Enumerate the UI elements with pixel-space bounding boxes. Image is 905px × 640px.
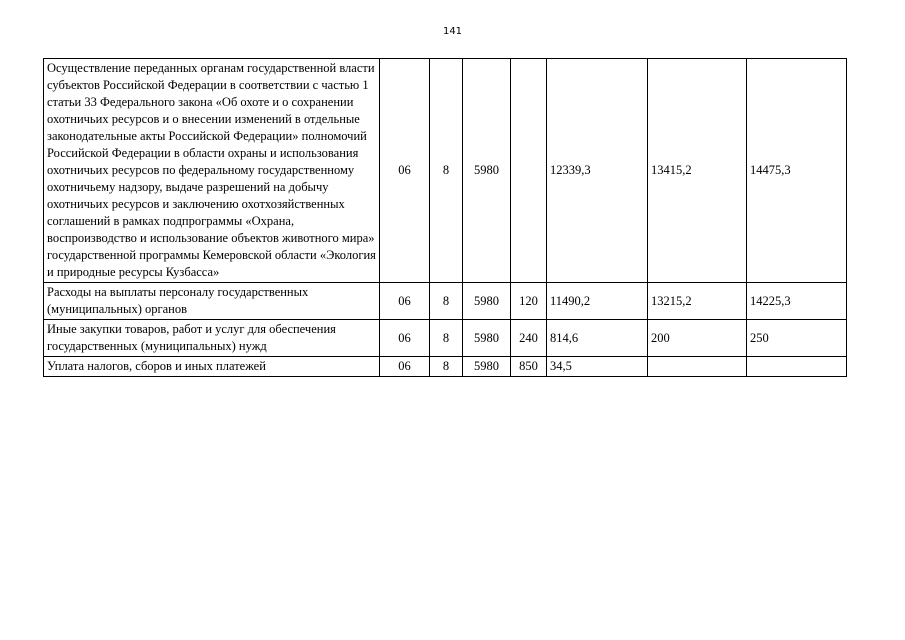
row-expense-type: 850: [511, 357, 547, 377]
row-code: 5980: [463, 357, 511, 377]
row-description: Иные закупки товаров, работ и услуг для обеспечения государственных (муниципальных) нужд: [44, 320, 380, 357]
row-amount-2: 200: [648, 320, 747, 357]
row-description: Уплата налогов, сборов и иных платежей: [44, 357, 380, 377]
row-expense-type: 240: [511, 320, 547, 357]
table-row: [44, 283, 847, 320]
table-row: [44, 59, 847, 283]
row-amount-3: 14475,3: [747, 59, 847, 283]
row-section: 06: [380, 357, 430, 377]
row-amount-1: 814,6: [547, 320, 648, 357]
row-amount-2: 13415,2: [648, 59, 747, 283]
row-program: 8: [430, 283, 463, 320]
row-description: Расходы на выплаты персоналу государственных (муниципальных) органов: [44, 283, 380, 320]
row-expense-type: [511, 59, 547, 283]
row-amount-2: [648, 357, 747, 377]
row-amount-1: 34,5: [547, 357, 648, 377]
row-section: 06: [380, 283, 430, 320]
row-amount-3: 14225,3: [747, 283, 847, 320]
row-amount-1: 12339,3: [547, 59, 648, 283]
table-row: [44, 320, 847, 357]
row-amount-3: [747, 357, 847, 377]
row-description: Осуществление переданных органам государственной власти субъектов Российской Федерации в соответствии с частью 1 статьи 33 Федерального закона «Об охоте и о сохранении охотничьих ресурсов и о внесении изменений в отдельные законодательные акты Российской Федерации» полномочий Российской Федерации в области охраны и использования охотничьих ресурсов по федеральному государственному охотничьему надзору, выдаче разрешений на добычу охотничьих ресурсов и заключению охотхозяйственных соглашений в рамках подпрограммы «Охрана, воспроизводство и использование объектов животного мира» государственной программы Кемеровской области «Экология и природные ресурсы Кузбасса»: [44, 59, 380, 283]
row-amount-1: 11490,2: [547, 283, 648, 320]
row-section: 06: [380, 59, 430, 283]
row-code: 5980: [463, 283, 511, 320]
row-expense-type: 120: [511, 283, 547, 320]
row-program: 8: [430, 357, 463, 377]
budget-table: [43, 58, 847, 377]
row-code: 5980: [463, 59, 511, 283]
row-section: 06: [380, 320, 430, 357]
row-program: 8: [430, 59, 463, 283]
row-amount-3: 250: [747, 320, 847, 357]
row-program: 8: [430, 320, 463, 357]
row-code: 5980: [463, 320, 511, 357]
row-amount-2: 13215,2: [648, 283, 747, 320]
page-number: 141: [442, 26, 463, 37]
table-row: [44, 357, 847, 377]
